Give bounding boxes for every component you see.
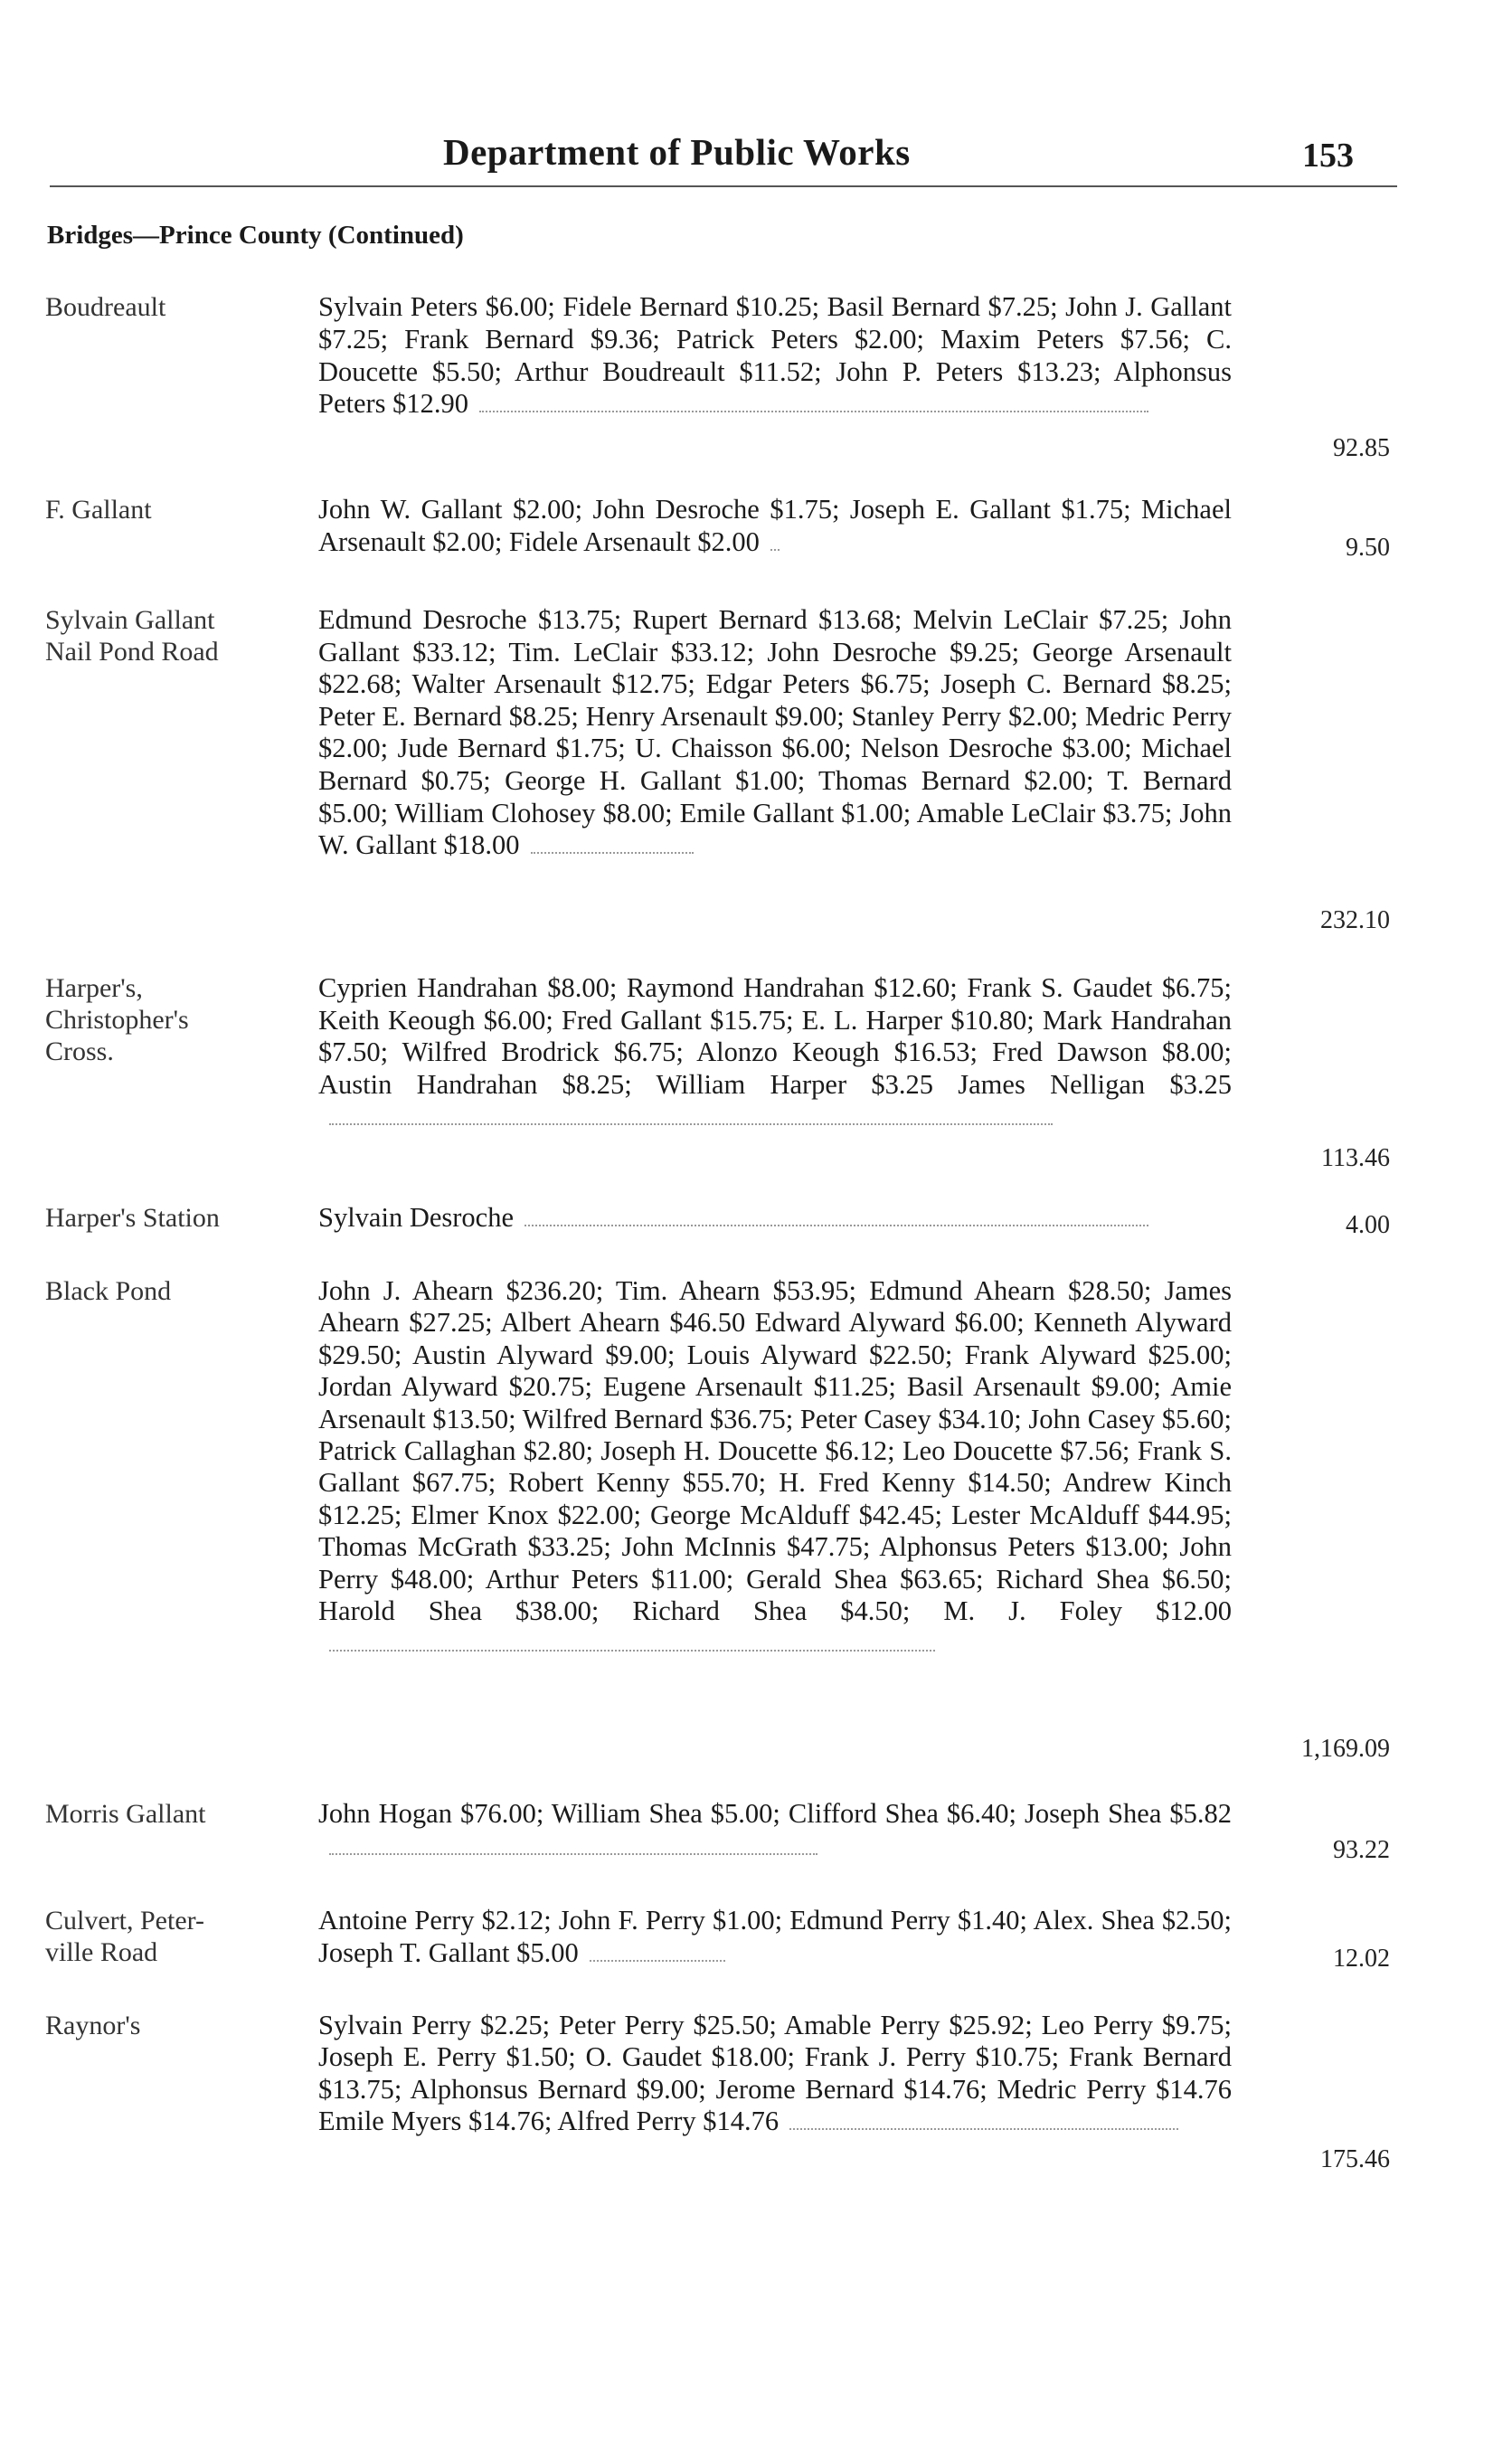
entry-total: 113.46 xyxy=(1321,1144,1390,1172)
entry-total: 4.00 xyxy=(1346,1211,1390,1239)
entry-text-content: Sylvain Perry $2.25; Peter Perry $25.50; Amable Perry $25.92; Leo Perry $9.75; Joseph E. Perry $1.50; O. Gaudet $18.00; Frank J. Perry $10.75; Frank Bernard $13.75; Alphonsus Bernard $9.00; Jerome Bernard $14.76; Medric Perry $14.76 Emile Myers $14.76; Alfred Perry $14.76 xyxy=(318,2010,1232,2137)
entry-total: 12.02 xyxy=(1333,1945,1390,1973)
leader-dots xyxy=(329,1650,935,1652)
leader-dots xyxy=(524,1225,1148,1226)
leader-dots xyxy=(329,1853,817,1855)
entry-total: 92.85 xyxy=(1333,434,1390,462)
entry-text xyxy=(318,291,1232,421)
entry-text xyxy=(318,1275,1232,1660)
entry-label: Sylvain Gallant Nail Pond Road xyxy=(45,605,219,667)
leader-dots xyxy=(590,1960,725,1962)
entry-text-content: Antoine Perry $2.12; John F. Perry $1.00; Edmund Perry $1.40; Alex. Shea $2.50; Joseph T. Gallant $5.00 xyxy=(318,1905,1232,1968)
leader-dots xyxy=(329,1123,1053,1125)
entry-text-content: Cyprien Handrahan $8.00; Raymond Handrahan $12.60; Frank S. Gaudet $6.75; Keith Keough $6.00; Fred Gallant $15.75; E. L. Harper $10.80; Mark Handrahan $7.50; Wilfred Brodrick $6.75; Alonzo Keough $16.53; Fred Dawson $8.00; Austin Handrahan $8.25; William Harper $3.25 James Nelligan $3.25 xyxy=(318,972,1232,1100)
entry-text xyxy=(318,1905,1232,1970)
entry-text xyxy=(318,972,1232,1133)
leader-dots xyxy=(479,411,1148,412)
entry-text xyxy=(318,494,1232,559)
entry-text xyxy=(318,1202,1232,1235)
entry-label: Harper's, Christopher's Cross. xyxy=(45,973,189,1066)
header-rule xyxy=(50,185,1397,187)
entry-text-content: John J. Ahearn $236.20; Tim. Ahearn $53.95; Edmund Ahearn $28.50; James Ahearn $27.25; Albert Ahearn $46.50 Edward Alyward $6.00; Kenneth Alyward $29.50; Austin Alyward $9.00; Louis Alyward $22.50; Frank Alyward $25.00; Jordan Alyward $20.75; Eugene Arsenault $11.25; Basil Arsenault $9.00; Amie Arsenault $13.50; Wilfred Bernard $36.75; Peter Casey $34.10; John Casey $5.60; Patrick Callaghan $2.80; Joseph H. Doucette $6.12; Leo Doucette $7.56; Frank S. Gallant $67.75; Robert Kenny $55.70; H. Fred Kenny $14.50; Andrew Kinch $12.25; Elmer Knox $22.00; George McAlduff $42.45; Lester McAlduff $44.95; Thomas McGrath $33.25; John McInnis $47.75; Alphonsus Peters $13.00; John Perry $48.00; Arthur Peters $11.00; Gerald Shea $63.65; Richard Shea $6.50; Harold Shea $38.00; Richard Shea $4.50; M. J. Foley $12.00 xyxy=(318,1275,1232,1627)
entry-text-content: Sylvain Desroche xyxy=(318,1202,514,1233)
entry-label: Black Pond xyxy=(45,1276,172,1306)
entry-total: 175.46 xyxy=(1320,2145,1390,2173)
entry-label: F. Gallant xyxy=(45,495,152,525)
entry-label: Boudreault xyxy=(45,292,166,322)
entry-total: 9.50 xyxy=(1346,534,1390,562)
leader-dots xyxy=(770,549,780,551)
entry-total: 232.10 xyxy=(1320,906,1390,934)
entry-label: Raynor's xyxy=(45,2011,141,2040)
entry-total: 1,169.09 xyxy=(1301,1735,1390,1763)
section-heading: Bridges—Prince County (Continued) xyxy=(47,221,464,250)
entry-text-content: Sylvain Peters $6.00; Fidele Bernard $10.25; Basil Bernard $7.25; John J. Gallant $7.25; Frank Bernard $9.36; Patrick Peters $2.00; Maxim Peters $7.56; C. Doucette $5.50; Arthur Boudreault $11.52; John P. Peters $13.23; Alphonsus Peters $12.90 xyxy=(318,291,1232,420)
leader-dots xyxy=(531,852,694,854)
entry-text-content: Edmund Desroche $13.75; Rupert Bernard $13.68; Melvin LeClair $7.25; John Gallant $33.12; Tim. LeClair $33.12; John Desroche $9.25; George Arsenault $22.68; Walter Arsenault $12.75; Edgar Peters $6.75; Joseph C. Bernard $8.25; Peter E. Bernard $8.25; Henry Arsenault $9.00; Stanley Perry $2.00; Medric Perry $2.00; Jude Bernard $1.75; U. Chaisson $6.00; Nelson Desroche $3.00; Michael Bernard $0.75; George H. Gallant $1.00; Thomas Bernard $2.00; T. Bernard $5.00; William Clohosey $8.00; Emile Gallant $1.00; Amable LeClair $3.75; John W. Gallant $18.00 xyxy=(318,604,1232,861)
page-header-title: Department of Public Works xyxy=(443,131,911,173)
entry-label: Morris Gallant xyxy=(45,1799,206,1829)
entry-text xyxy=(318,604,1232,862)
entry-total: 93.22 xyxy=(1333,1836,1390,1864)
entry-text xyxy=(318,2010,1232,2138)
entry-label: Harper's Station xyxy=(45,1203,220,1233)
entry-label: Culvert, Peter- ville Road xyxy=(45,1906,205,1967)
leader-dots xyxy=(789,2128,1178,2130)
entry-text xyxy=(318,1798,1232,1863)
entry-text-content: John Hogan $76.00; William Shea $5.00; Clifford Shea $6.40; Joseph Shea $5.82 xyxy=(318,1798,1232,1829)
entry-text-content: John W. Gallant $2.00; John Desroche $1.75; Joseph E. Gallant $1.75; Michael Arsenault $2.00; Fidele Arsenault $2.00 xyxy=(318,494,1232,557)
page-number: 153 xyxy=(1302,137,1354,175)
